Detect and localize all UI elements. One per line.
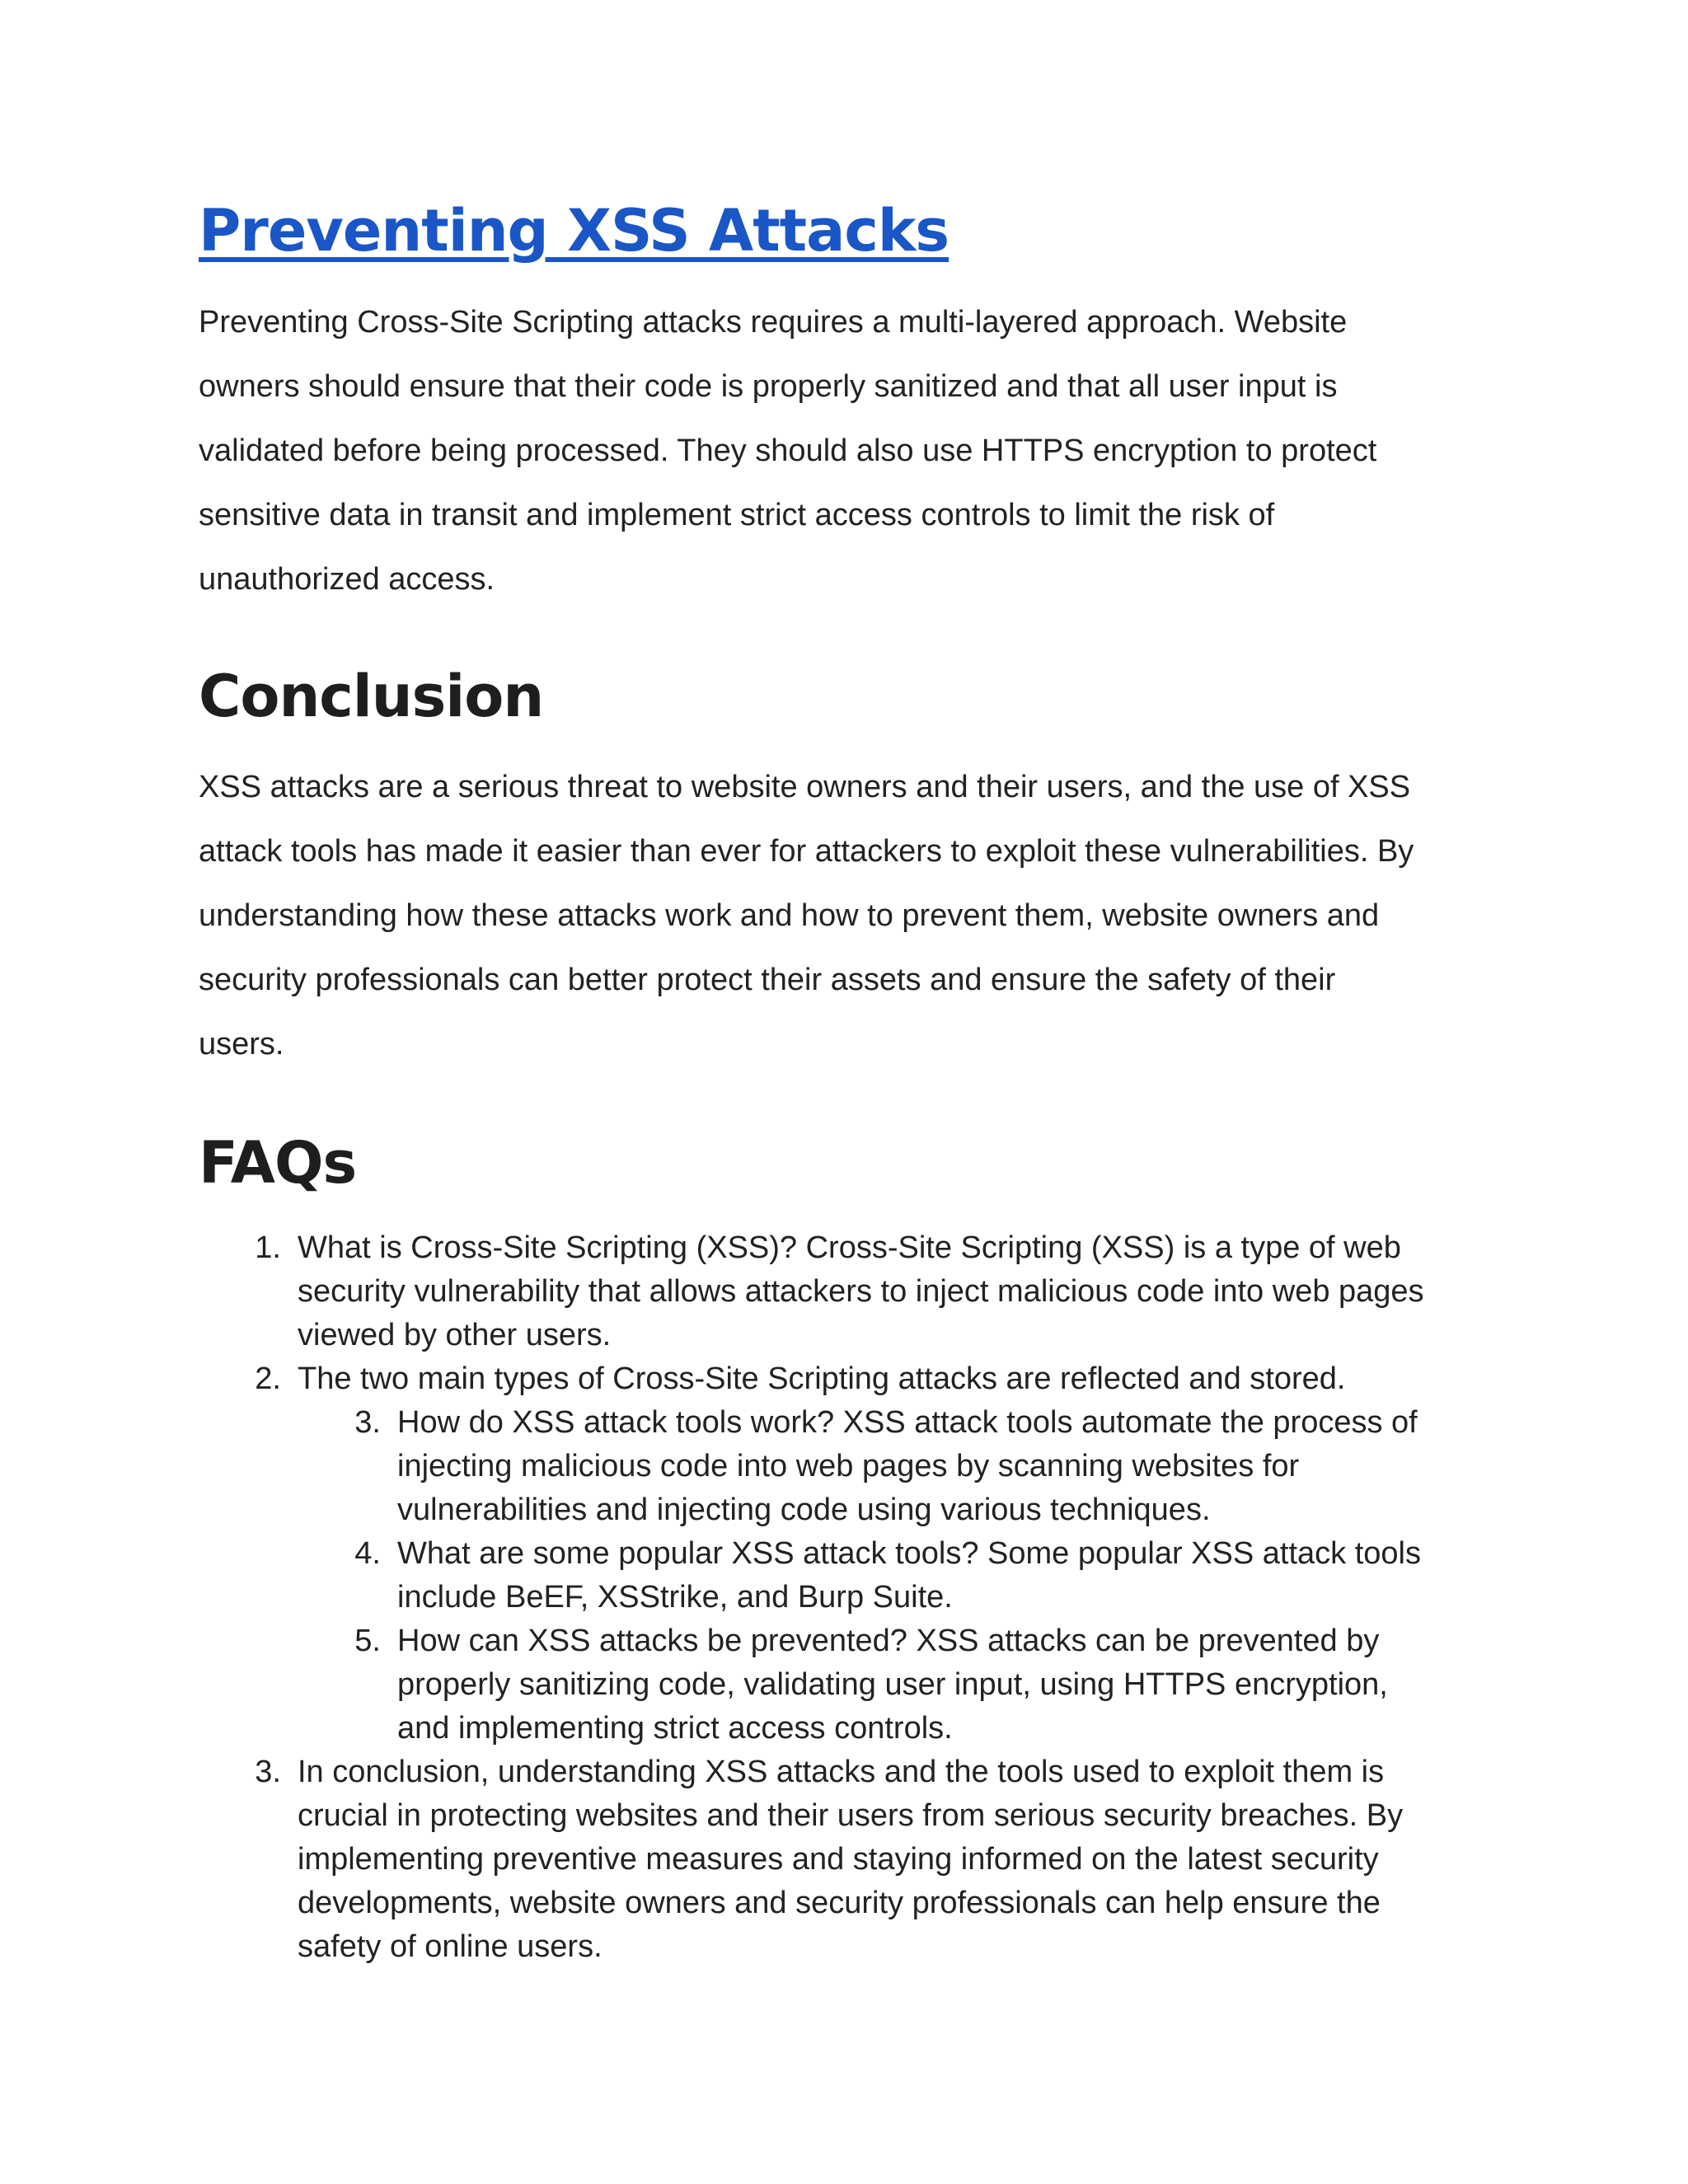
faq-line: security vulnerability that allows attackers to inject malicious code into web pages [298,1274,1424,1309]
list-number: 4. [354,1536,381,1571]
faq-line: What is Cross-Site Scripting (XSS)? Cross-Site Scripting (XSS) is a type of web [298,1230,1401,1265]
faq-item [199,1357,1501,1401]
faq-subitem [199,1619,1501,1750]
list-number: 3. [255,1755,281,1789]
paragraph-line: validated before being processed. They should also use HTTPS encryption to protect [199,434,1377,468]
paragraph-line: security professionals can better protect their assets and ensure the safety of their [199,963,1336,997]
faq-line: What are some popular XSS attack tools? Some popular XSS attack tools [397,1536,1421,1571]
faq-text [298,1750,1501,1969]
list-number: 2. [255,1361,281,1396]
paragraph-line: Preventing Cross-Site Scripting attacks requires a multi-layered approach. Website [199,305,1348,340]
faq-text [298,1357,1501,1401]
faq-line: safety of online users. [298,1929,603,1964]
faq-line: properly sanitizing code, validating user input, using HTTPS encryption, [397,1667,1388,1702]
faq-text [397,1532,1501,1619]
faqs-heading: FAQs [199,1129,357,1197]
faq-line: implementing preventive measures and staying informed on the latest security [298,1842,1379,1877]
list-number: 5. [354,1624,381,1658]
faq-line: include BeEF, XSStrike, and Burp Suite. [397,1580,953,1615]
faq-text [298,1226,1501,1357]
paragraph-line: understanding how these attacks work and how to prevent them, website owners and [199,898,1380,933]
faq-line: The two main types of Cross-Site Scripting attacks are reflected and stored. [298,1361,1346,1396]
paragraph-line: unauthorized access. [199,562,495,597]
faq-line: developments, website owners and security professionals can help ensure the [298,1886,1381,1920]
conclusion-heading: Conclusion [199,663,544,730]
faq-text [397,1401,1501,1532]
faq-line: How can XSS attacks be prevented? XSS attacks can be prevented by [397,1624,1380,1658]
paragraph-line: attack tools has made it easier than ever for attackers to exploit these vulnerabilities. By [199,834,1414,869]
faq-subitem [199,1532,1501,1619]
conclusion-paragraph [199,755,1501,1076]
faq-line: and implementing strict access controls. [397,1711,953,1746]
faq-item [199,1226,1501,1357]
list-number: 1. [255,1230,281,1265]
faq-line: crucial in protecting websites and their users from serious security breaches. By [298,1798,1404,1833]
paragraph-line: users. [199,1027,284,1062]
faq-text [397,1619,1501,1750]
faq-line: viewed by other users. [298,1318,612,1352]
preventing-paragraph [199,290,1501,612]
faq-item [199,1750,1501,1969]
faq-line: injecting malicious code into web pages by scanning websites for [397,1449,1300,1483]
paragraph-line: owners should ensure that their code is properly sanitized and that all user input is [199,369,1338,404]
paragraph-line: XSS attacks are a serious threat to website owners and their users, and the use of XSS [199,770,1411,804]
faq-subitem [199,1401,1501,1532]
faq-line: In conclusion, understanding XSS attacks and the tools used to exploit them is [298,1755,1385,1789]
faq-line: How do XSS attack tools work? XSS attack tools automate the process of [397,1405,1418,1440]
preventing-xss-heading-link[interactable]: Preventing XSS Attacks [199,197,950,265]
paragraph-line: sensitive data in transit and implement strict access controls to limit the risk of [199,498,1275,532]
list-number: 3. [354,1405,381,1440]
faq-line: vulnerabilities and injecting code using various techniques. [397,1493,1211,1527]
faq-list [199,1226,1501,1969]
